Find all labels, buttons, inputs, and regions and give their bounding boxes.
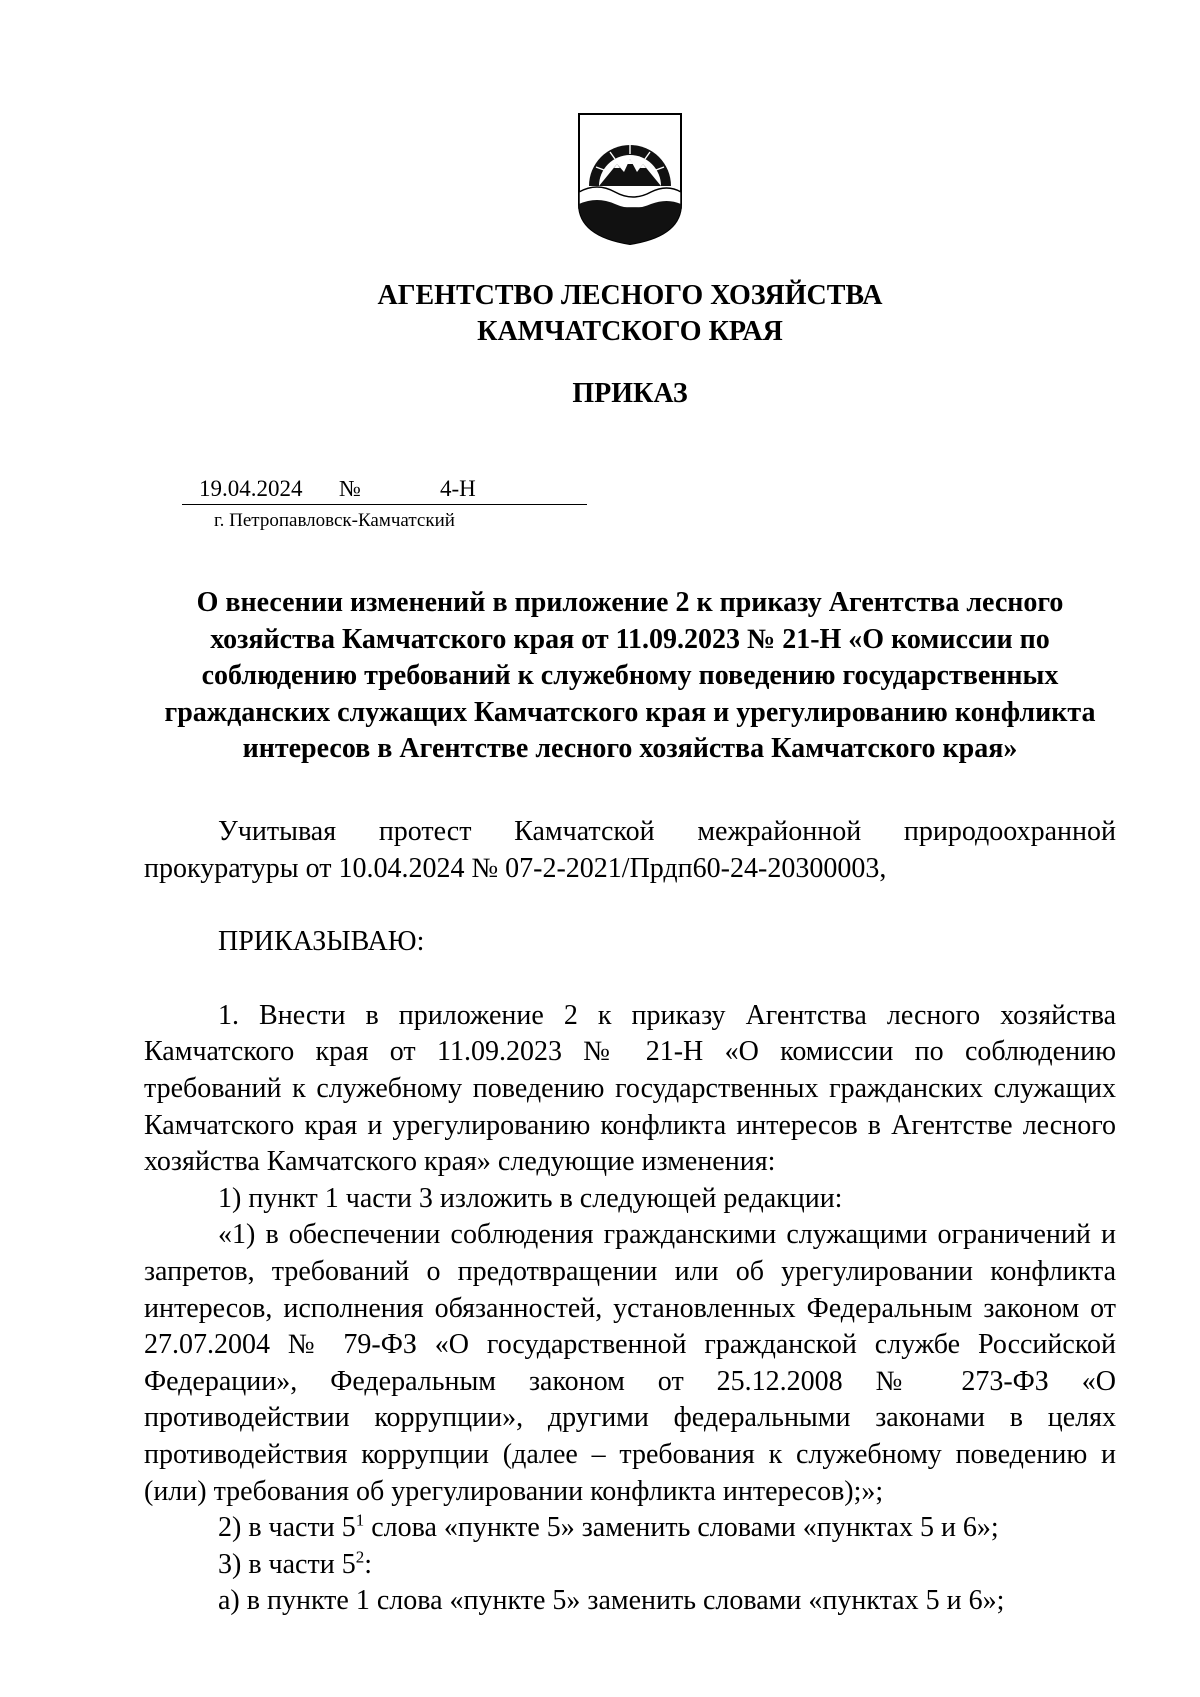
sub-item-3a-paragraph: а) в пункте 1 слова «пункте 5» заменить словами «пунктах 5 и 6»; xyxy=(218,1585,1005,1617)
title-line: хозяйства Камчатского края от 11.09.2023 № 21-Н «О комиссии по xyxy=(210,623,1050,655)
item-1-paragraph: 1. Внести в приложение 2 к приказу Агентства лесного хозяйства Камчатского края от 11.09.2023 № 21-Н «О комиссии по соблюдению требований к служебному поведению государственных гражданских служащих Камчатского края и урегулированию конфликта интересов в Агентстве лесного хозяйства Камчатского края» следующие изменения: xyxy=(144,999,1116,1178)
kamchatka-coat-of-arms-icon xyxy=(577,112,683,246)
doc-type-heading: ПРИКАЗ xyxy=(572,378,688,409)
document-title xyxy=(150,585,1110,768)
order-date: 19.04.2024 xyxy=(199,476,303,501)
title-line: О внесении изменений в приложение 2 к приказу Агентства лесного xyxy=(196,587,1064,618)
sub-item-3-text: 3) в части 5 xyxy=(218,1548,356,1580)
sub-item-2-text-tail: слова «пункте 5» заменить словами «пунктах 5 и 6»; xyxy=(364,1512,999,1544)
superscript: 1 xyxy=(355,1510,365,1530)
title-line: гражданских служащих Камчатского края и урегулированию конфликта xyxy=(164,696,1096,728)
agency-name-line2: КАМЧАТСКОГО КРАЯ xyxy=(477,316,783,347)
sub-item-1-paragraph: 1) пункт 1 части 3 изложить в следующей редакции: xyxy=(218,1182,843,1214)
superscript: 2 xyxy=(355,1547,365,1567)
order-number: 4-Н xyxy=(440,476,476,501)
number-sign: № xyxy=(339,476,361,501)
title-line: интересов в Агентстве лесного хозяйства Камчатского края» xyxy=(242,733,1018,764)
quoted-text-paragraph: «1) в обеспечении соблюдения гражданскими служащими ограничений и запретов, требований о предотвращении или об урегулировании конфликта интересов, исполнения обязанностей, установленных Федеральным законом от 27.07.2004 № 79-ФЗ «О государственной гражданской службе Российской Федерации», Федеральным законом от 25.12.2008 № 273-ФЗ «О противодействии коррупции», другими федеральными законами в целях противодействия коррупции (далее – требования к служебному поведению и (или) требования об урегулировании конфликта интересов);»; xyxy=(144,1219,1116,1507)
preamble-paragraph: Учитывая протест Камчатской межрайонной природоохранной прокуратуры от 10.04.2024 № 07-2-2021/Прдп60-24-20300003, xyxy=(144,816,1116,884)
sub-item-2-paragraph xyxy=(144,1510,1116,1547)
registration-line xyxy=(182,474,587,505)
sub-item-3-text-tail: : xyxy=(364,1548,372,1580)
sub-item-3-paragraph xyxy=(144,1547,1116,1584)
title-line: соблюдению требований к служебному поведению государственных xyxy=(201,660,1059,691)
order-operative-word: ПРИКАЗЫВАЮ: xyxy=(218,926,425,958)
agency-name xyxy=(0,278,1200,350)
issue-place: г. Петропавловск-Камчатский xyxy=(214,510,455,531)
document-body xyxy=(144,814,1116,1620)
sub-item-2-text: 2) в части 5 xyxy=(218,1512,356,1544)
agency-name-line1: АГЕНТСТВО ЛЕСНОГО ХОЗЯЙСТВА xyxy=(377,280,883,311)
